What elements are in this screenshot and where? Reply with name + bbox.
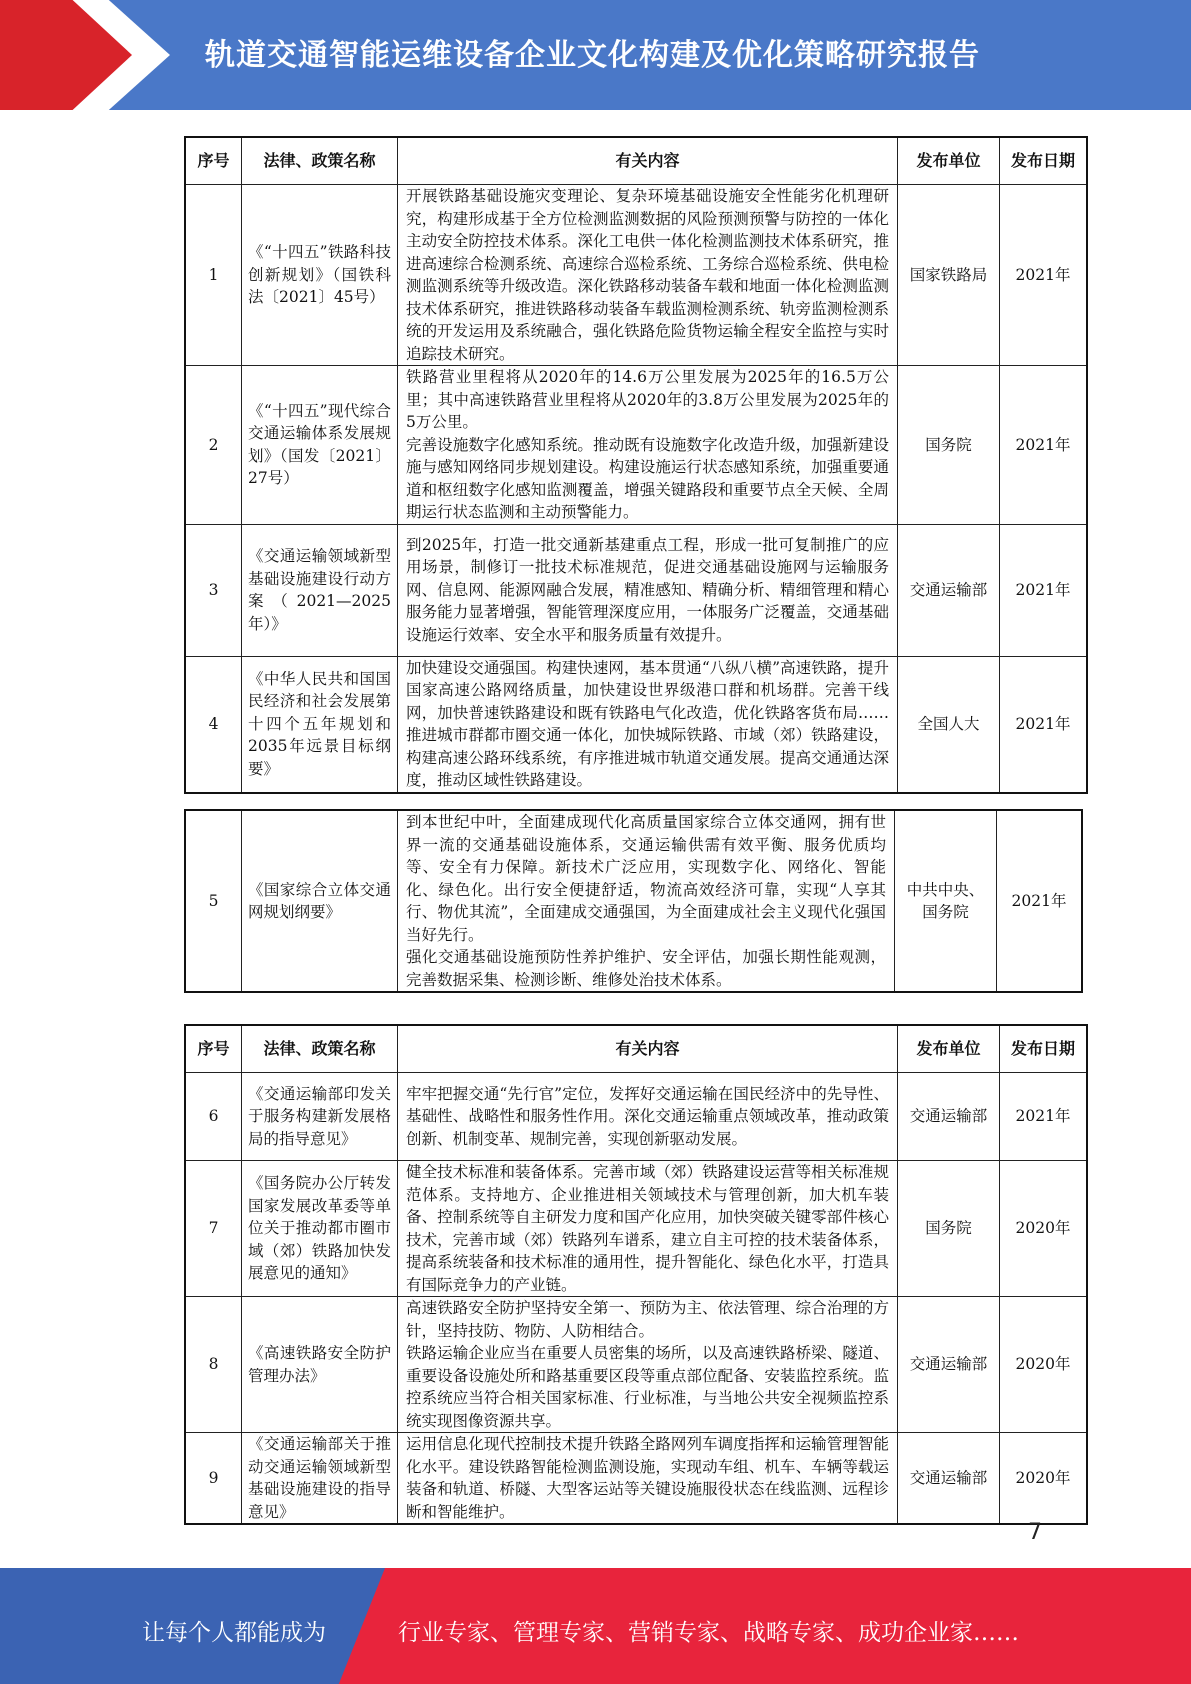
table-row	[186, 185, 1087, 366]
table-header-row	[186, 1026, 1087, 1073]
policy-table-3	[185, 1025, 1087, 1524]
col-header-content: 有关内容	[398, 138, 898, 185]
table-row	[186, 366, 1087, 525]
content-paragraph: 运用信息化现代控制技术提升铁路全路网列车调度指挥和运输管理智能化水平。建设铁路智能检测监测设施，实现动车组、机车、车辆等载运装备和轨道、桥隧、大型客运站等关键设施服役状态在线监测、远程诊断和智能维护。	[406, 1435, 889, 1521]
footer-slogan-right: 行业专家、管理专家、营销专家、战略专家、成功企业家……	[398, 1620, 1019, 1646]
page-title: 轨道交通智能运维设备企业文化构建及优化策略研究报告	[205, 38, 980, 73]
row-policy-name: 《高速铁路安全防护管理办法》	[242, 1297, 398, 1433]
content-paragraph: 到2025年，打造一批交通新基建重点工程，形成一批可复制推广的应用场景，制修订一批技术标准规范，促进交通基础设施网与运输服务网、信息网、能源网融合发展，精准感知、精确分析、精细管理和精心服务能力显著增强，智能管理深度应用，一体服务广泛覆盖，交通基础设施运行效率、安全水平和服务质量有效提升。	[406, 535, 889, 644]
col-header-content: 有关内容	[398, 1026, 898, 1073]
row-date: 2021年	[1000, 524, 1087, 656]
row-date: 2020年	[1000, 1161, 1087, 1297]
content-paragraph: 强化交通基础设施预防性养护维护、安全评估，加强长期性能观测，完善数据采集、检测诊断、维修处治技术体系。	[406, 948, 886, 989]
col-header-num: 序号	[186, 1026, 242, 1073]
content-paragraph: 完善设施数字化感知系统。推动既有设施数字化改造升级，加强新建设施与感知网络同步规划建设。构建设施运行状态感知系统，加强重要通道和枢纽数字化感知监测覆盖，增强关键路段和重要节点全天候、全周期运行状态监测和主动预警能力。	[406, 435, 889, 521]
row-date: 2021年	[1000, 185, 1087, 366]
row-content	[398, 524, 898, 656]
page-footer	[0, 1568, 1191, 1684]
content-paragraph: 铁路营业里程将从2020年的14.6万公里发展为2025年的16.5万公里；其中高速铁路营业里程将从2020年的3.8万公里发展为2025年的5万公里。	[406, 368, 889, 431]
table-row	[186, 811, 1082, 992]
row-policy-name: 《中华人民共和国国民经济和社会发展第十四个五年规划和2035年远景目标纲要》	[242, 656, 398, 792]
col-header-name: 法律、政策名称	[242, 1026, 398, 1073]
row-num: 6	[186, 1073, 242, 1161]
row-publisher: 交通运输部	[898, 1073, 1000, 1161]
row-policy-name: 《交通运输部印发关于服务构建新发展格局的指导意见》	[242, 1073, 398, 1161]
row-num: 4	[186, 656, 242, 792]
table-row	[186, 656, 1087, 792]
row-policy-name: 《“十四五”现代综合交通运输体系发展规划》（国发〔2021〕27号）	[242, 366, 398, 525]
row-publisher: 交通运输部	[898, 1297, 1000, 1433]
col-header-num: 序号	[186, 138, 242, 185]
row-date: 2020年	[1000, 1297, 1087, 1433]
row-date: 2021年	[1000, 656, 1087, 792]
row-num: 8	[186, 1297, 242, 1433]
row-publisher: 交通运输部	[898, 1433, 1000, 1524]
col-header-date: 发布日期	[1000, 1026, 1087, 1073]
col-header-publisher: 发布单位	[898, 1026, 1000, 1073]
row-content	[398, 1073, 898, 1161]
policy-table-2	[185, 810, 1082, 992]
row-content	[398, 656, 898, 792]
row-publisher: 国务院	[898, 366, 1000, 525]
row-date: 2020年	[1000, 1433, 1087, 1524]
table-row	[186, 1297, 1087, 1433]
content-paragraph: 健全技术标准和装备体系。完善市域（郊）铁路建设运营等相关标准规范体系。支持地方、企业推进相关领域技术与管理创新，加大机车装备、控制系统等自主研发力度和国产化应用，加快突破关键零部件核心技术，完善市域（郊）铁路列车谱系，建立自主可控的技术装备体系，提高系统装备和技术标准的通用性，提升智能化、绿色化水平，打造具有国际竞争力的产业链。	[406, 1163, 889, 1294]
table-row	[186, 1433, 1087, 1524]
row-date: 2021年	[1000, 1073, 1087, 1161]
row-num: 3	[186, 524, 242, 656]
table-row	[186, 1161, 1087, 1297]
footer-slogan-left: 让每个人都能成为	[142, 1620, 326, 1646]
content-paragraph: 加快建设交通强国。构建快速网，基本贯通“八纵八横”高速铁路，提升国家高速公路网络质量，加快建设世界级港口群和机场群。完善干线网，加快普速铁路建设和既有铁路电气化改造，优化铁路客货布局……推进城市群都市圈交通一体化，加快城际铁路、市域（郊）铁路建设，构建高速公路环线系统，有序推进城市轨道交通发展。提高交通通达深度，推动区域性铁路建设。	[406, 658, 889, 789]
row-num: 1	[186, 185, 242, 366]
row-num: 2	[186, 366, 242, 525]
content-paragraph: 高速铁路安全防护坚持安全第一、预防为主、依法管理、综合治理的方针，坚持技防、物防、人防相结合。	[406, 1299, 889, 1340]
row-publisher: 国务院	[898, 1161, 1000, 1297]
row-publisher: 全国人大	[898, 656, 1000, 792]
row-policy-name: 《“十四五”铁路科技创新规划》（国铁科法〔2021〕45号）	[242, 185, 398, 366]
row-content	[398, 1161, 898, 1297]
content-paragraph: 铁路运输企业应当在重要人员密集的场所，以及高速铁路桥梁、隧道、重要设备设施处所和路基重要区段等重点部位配备、安装监控系统。监控系统应当符合相关国家标准、行业标准，与当地公共安全视频监控系统实现图像资源共享。	[406, 1344, 889, 1430]
col-header-publisher: 发布单位	[898, 138, 1000, 185]
row-content	[398, 1297, 898, 1433]
row-date: 2021年	[997, 811, 1082, 992]
row-content	[398, 185, 898, 366]
row-publisher: 国家铁路局	[898, 185, 1000, 366]
row-content	[398, 1433, 898, 1524]
table-row	[186, 1073, 1087, 1161]
row-num: 5	[186, 811, 242, 992]
row-content	[398, 366, 898, 525]
page-header	[0, 0, 1191, 110]
row-policy-name: 《交通运输领域新型基础设施建设行动方案（2021—2025年）》	[242, 524, 398, 656]
col-header-name: 法律、政策名称	[242, 138, 398, 185]
row-content	[398, 811, 895, 992]
content-paragraph: 牢牢把握交通“先行官”定位，发挥好交通运输在国民经济中的先导性、基础性、战略性和服务性作用。深化交通运输重点领域改革，推动政策创新、机制变革、规制完善，实现创新驱动发展。	[406, 1084, 889, 1148]
row-policy-name: 《交通运输部关于推动交通运输领域新型基础设施建设的指导意见》	[242, 1433, 398, 1524]
content-paragraph: 开展铁路基础设施灾变理论、复杂环境基础设施安全性能劣化机理研究，构建形成基于全方位检测监测数据的风险预测预警与防控的一体化主动安全防控技术体系。深化工电供一体化检测监测技术体系研究，推进高速综合检测系统、高速综合巡检系统、工务综合巡检系统、供电检测监测系统等升级改造。深化铁路移动装备车载和地面一体化检测监测技术体系研究，推进铁路移动装备车载监测检测系统、轨旁监测检测系统的开发运用及系统融合，强化铁路危险货物运输全程安全监控与实时追踪技术研究。	[406, 187, 889, 363]
row-publisher: 交通运输部	[898, 524, 1000, 656]
row-num: 9	[186, 1433, 242, 1524]
table-header-row	[186, 138, 1087, 185]
page-number: 7	[1028, 1520, 1042, 1545]
content-paragraph: 到本世纪中叶，全面建成现代化高质量国家综合立体交通网，拥有世界一流的交通基础设施体系，交通运输供需有效平衡、服务优质均等、安全有力保障。新技术广泛应用，实现数字化、网络化、智能化、绿色化。出行安全便捷舒适，物流高效经济可靠，实现“人享其行、物优其流”，全面建成交通强国，为全面建成社会主义现代化强国当好先行。	[406, 813, 886, 944]
row-num: 7	[186, 1161, 242, 1297]
row-policy-name: 《国务院办公厅转发国家发展改革委等单位关于推动都市圈市域（郊）铁路加快发展意见的通知》	[242, 1161, 398, 1297]
row-date: 2021年	[1000, 366, 1087, 525]
col-header-date: 发布日期	[1000, 138, 1087, 185]
row-policy-name: 《国家综合立体交通网规划纲要》	[242, 811, 398, 992]
policy-table-1	[185, 137, 1087, 793]
table-row	[186, 524, 1087, 656]
row-publisher: 中共中央、国务院	[895, 811, 997, 992]
